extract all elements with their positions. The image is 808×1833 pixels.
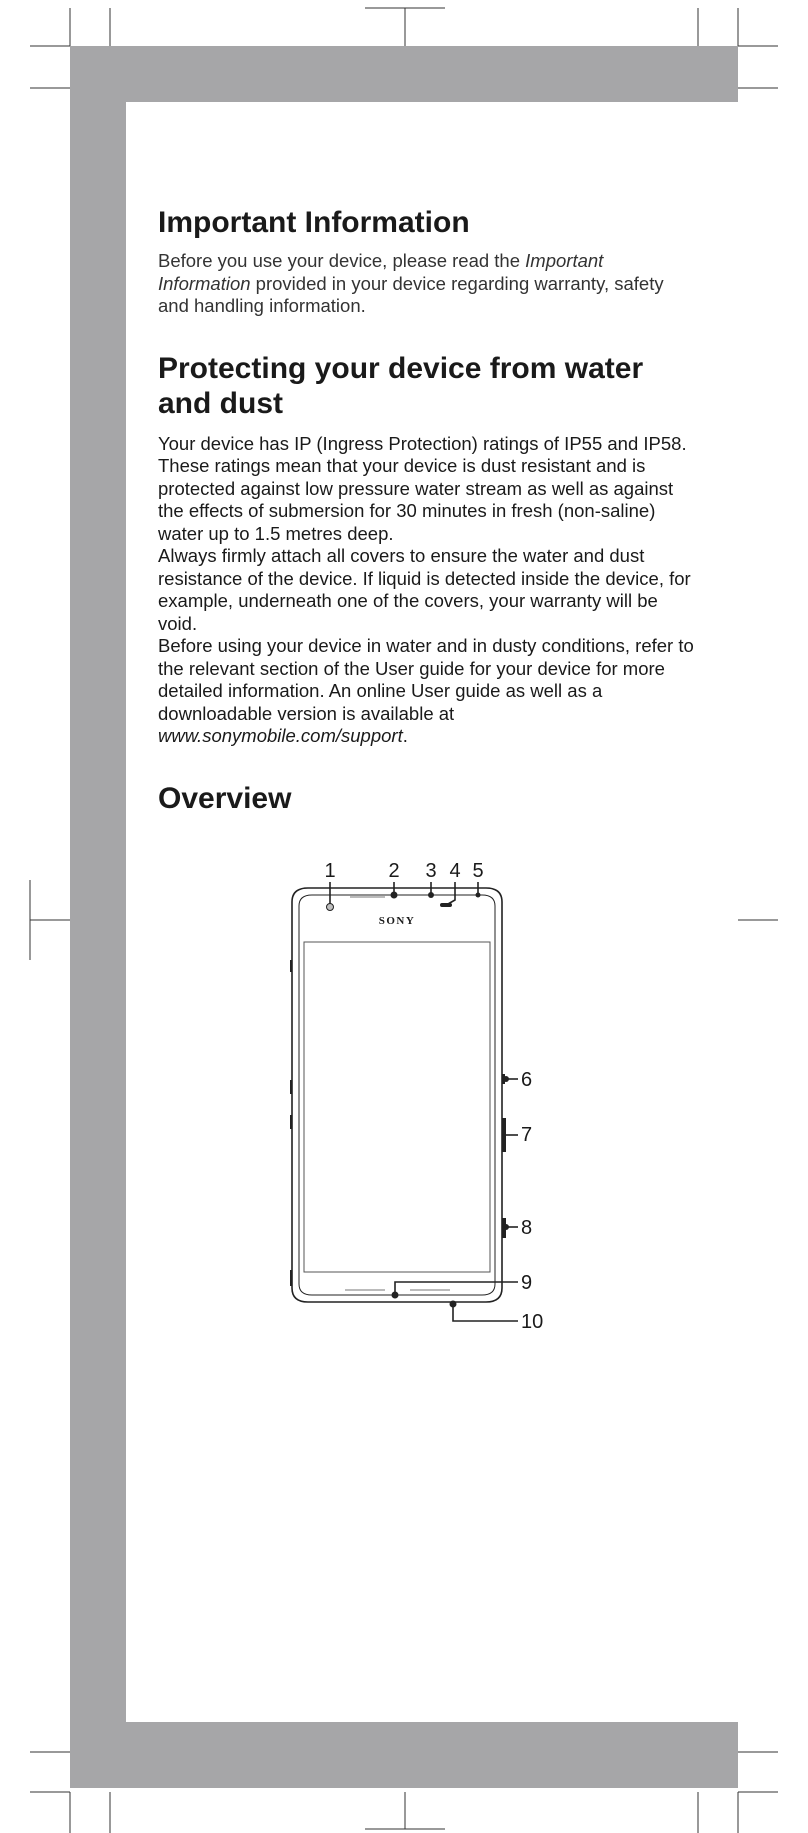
- callout-label-5: 5: [472, 860, 484, 882]
- paragraph-user-guide: [158, 635, 698, 748]
- phone-body-outline: [292, 888, 502, 1302]
- important-text-after: provided in your device regarding warranty, safety and handling information.: [158, 272, 664, 316]
- document-content: [158, 205, 698, 816]
- callout-label-10: 10: [521, 1311, 544, 1333]
- important-text-before: Before you use your device, please read the: [158, 250, 526, 271]
- paragraph-covers: Always firmly attach all covers to ensure the water and dust resistance of the device. If liquid is detected inside the device, for example, underneath one of the covers, your warranty will be void.: [158, 545, 691, 634]
- callout-label-8: 8: [521, 1217, 533, 1239]
- callout-label-7: 7: [521, 1124, 533, 1146]
- callout-label-1: 1: [324, 860, 336, 882]
- callout-label-3: 3: [425, 860, 437, 882]
- section-water-dust: [158, 351, 698, 748]
- section-important-information: [158, 205, 698, 318]
- phone-brand-logo: SONY: [378, 915, 416, 927]
- paragraph-ip-ratings: Your device has IP (Ingress Protection) ratings of IP55 and IP58. These ratings mean that your device is dust resistant and is protected against low pressure water stream as well as against the effects of submersion for 30 minutes in fresh (non-saline) water up to 1.5 metres deep.: [158, 432, 687, 544]
- support-link[interactable]: www.sonymobile.com/support: [158, 725, 403, 746]
- phone-overview-diagram: [270, 850, 570, 1340]
- callout-dots: [327, 892, 510, 1308]
- paragraph-important-information: [158, 250, 698, 318]
- bottom-speaker-grille: [345, 897, 450, 1290]
- heading-important-information: Important Information: [158, 206, 470, 239]
- user-guide-text: Before using your device in water and in dusty conditions, refer to the relevant section of the User guide for your device for more detailed information. An online User guide as well as a downloadable version is available at: [158, 635, 694, 724]
- heading-water-dust: Protecting your device from water and dust: [158, 351, 644, 420]
- important-text-italic: Important Information: [158, 250, 604, 294]
- heading-overview: Overview: [158, 781, 292, 815]
- phone-screen: [304, 942, 490, 1272]
- phone-inner-rim: [299, 895, 495, 1295]
- section-overview: [158, 781, 698, 816]
- user-guide-end: .: [402, 725, 408, 746]
- callout-label-9: 9: [521, 1272, 533, 1294]
- callout-label-4: 4: [449, 860, 461, 882]
- callout-label-2: 2: [388, 860, 400, 882]
- phone-side-buttons: [290, 960, 506, 1286]
- callout-label-6: 6: [521, 1069, 533, 1091]
